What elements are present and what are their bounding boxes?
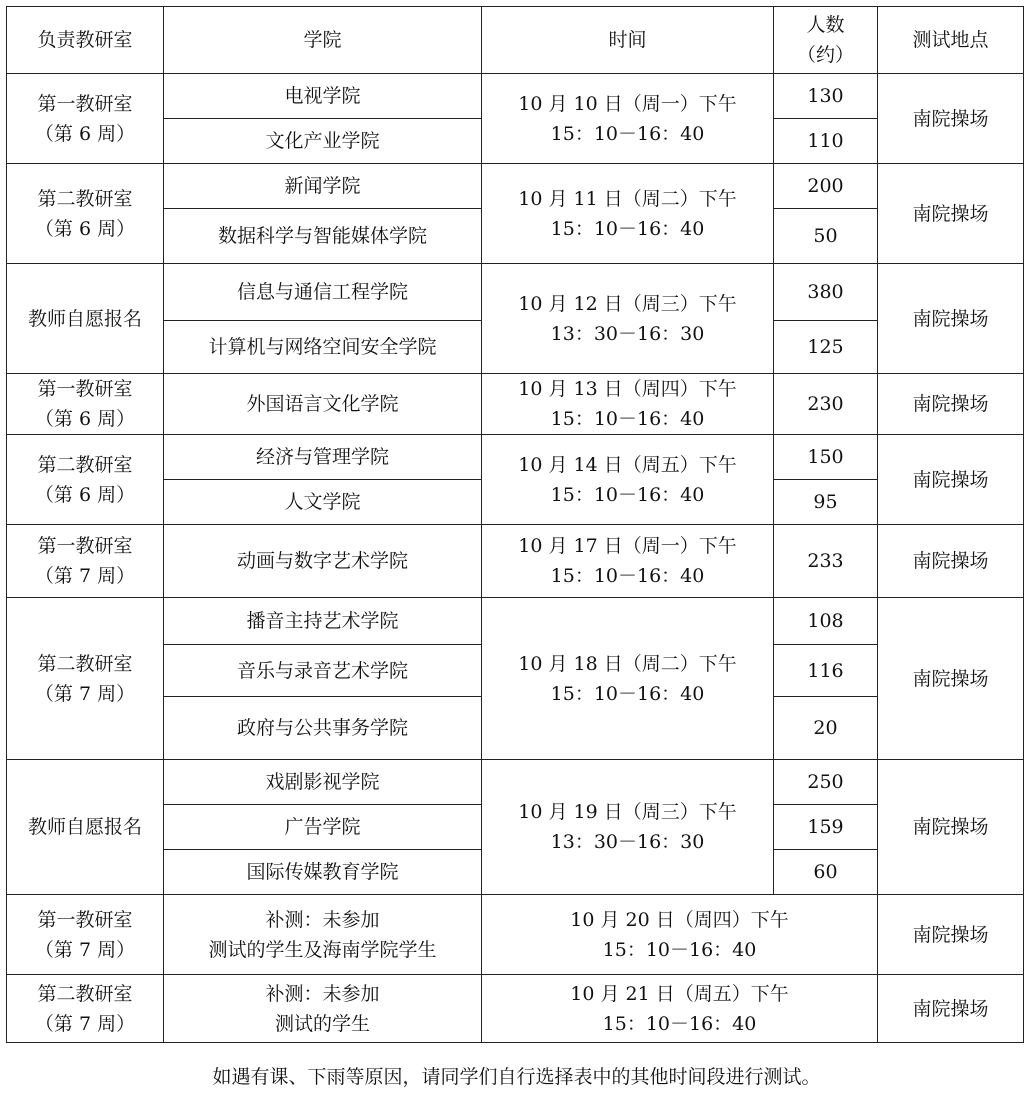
count-cell: 159 [774, 805, 878, 850]
college-cell: 外国语言文化学院 [164, 374, 482, 435]
time-line: 10 月 11 日（周二）下午 [518, 187, 737, 210]
time-line: 10 月 20 日（周四）下午 [570, 908, 789, 931]
office-line: （第 6 周） [34, 408, 136, 430]
time-cell [482, 975, 878, 1043]
office-cell [7, 895, 164, 975]
time-line: 10 月 17 日（周一）下午 [518, 535, 737, 557]
count-cell: 110 [774, 119, 878, 164]
place-cell: 南院操场 [878, 525, 1024, 598]
header-row [7, 7, 1024, 74]
time-line: 10 月 18 日（周二）下午 [518, 652, 737, 675]
makeup-line: 测试的学生及海南学院学生 [208, 938, 437, 961]
time-cell [482, 525, 774, 598]
place-cell: 南院操场 [878, 435, 1024, 525]
count-cell: 116 [774, 645, 878, 697]
time-cell [482, 264, 774, 374]
college-cell: 动画与数字艺术学院 [164, 525, 482, 598]
college-cell: 广告学院 [164, 805, 482, 850]
office-cell [7, 975, 164, 1043]
count-cell: 250 [774, 760, 878, 805]
header-college: 学院 [164, 7, 482, 74]
count-cell: 130 [774, 74, 878, 119]
count-cell: 125 [774, 321, 878, 374]
time-cell [482, 760, 774, 895]
time-line: 10 月 12 日（周三）下午 [518, 292, 737, 315]
office-line: 教师自愿报名 [27, 816, 142, 838]
place-cell: 南院操场 [878, 598, 1024, 760]
time-line: 10 月 13 日（周四）下午 [518, 378, 737, 400]
makeup-line: 补测：未参加 [265, 908, 380, 931]
time-line: 15：10－16：40 [550, 565, 705, 587]
office-line: 第二教研室 [37, 187, 133, 210]
header-office: 负责教研室 [7, 7, 164, 74]
count-cell: 200 [774, 164, 878, 209]
place-cell: 南院操场 [878, 760, 1024, 895]
college-cell: 国际传媒教育学院 [164, 850, 482, 895]
office-line: 第一教研室 [37, 535, 133, 557]
time-line: 13：30－16：30 [550, 322, 705, 345]
table-row [7, 374, 1024, 435]
header-count-line2: （约） [796, 44, 854, 66]
table-row [7, 74, 1024, 119]
office-line: （第 7 周） [34, 1012, 136, 1035]
office-cell [7, 435, 164, 525]
table-row [7, 164, 1024, 209]
college-cell: 戏剧影视学院 [164, 760, 482, 805]
college-cell: 电视学院 [164, 74, 482, 119]
time-line: 15：10－16：40 [550, 122, 705, 145]
office-line: 第一教研室 [37, 378, 133, 400]
header-place: 测试地点 [878, 7, 1024, 74]
table-row [7, 264, 1024, 321]
time-line: 15：10－16：40 [550, 408, 705, 430]
time-line: 10 月 14 日（周五）下午 [518, 453, 737, 476]
office-line: （第 7 周） [34, 565, 136, 587]
header-count [774, 7, 878, 74]
table-row [7, 435, 1024, 480]
time-cell [482, 74, 774, 164]
place-cell: 南院操场 [878, 975, 1024, 1043]
makeup-line: 测试的学生 [274, 1012, 370, 1035]
office-line: （第 6 周） [34, 217, 136, 240]
time-line: 10 月 19 日（周三）下午 [518, 801, 737, 823]
time-line: 15：10－16：40 [602, 1012, 757, 1035]
college-cell: 政府与公共事务学院 [164, 697, 482, 760]
count-cell: 230 [774, 374, 878, 435]
college-cell: 文化产业学院 [164, 119, 482, 164]
college-cell: 新闻学院 [164, 164, 482, 209]
time-line: 10 月 21 日（周五）下午 [570, 982, 789, 1005]
makeup-line: 补测：未参加 [265, 982, 380, 1005]
college-cell: 人文学院 [164, 480, 482, 525]
time-line: 13：30－16：30 [550, 831, 705, 853]
office-line: （第 6 周） [34, 122, 136, 145]
table-row [7, 895, 1024, 975]
office-line: （第 7 周） [34, 938, 136, 961]
count-cell: 150 [774, 435, 878, 480]
office-line: 第二教研室 [37, 982, 133, 1005]
header-time: 时间 [482, 7, 774, 74]
makeup-cell [164, 895, 482, 975]
office-line: 第一教研室 [37, 92, 133, 115]
footnote: 如遇有课、下雨等原因，请同学们自行选择表中的其他时间段进行测试。 [212, 1066, 821, 1088]
office-cell [7, 525, 164, 598]
table-row [7, 975, 1024, 1043]
header-count-line1: 人数 [806, 14, 845, 36]
count-cell: 95 [774, 480, 878, 525]
college-cell: 计算机与网络空间安全学院 [164, 321, 482, 374]
office-cell [7, 374, 164, 435]
office-cell [7, 264, 164, 374]
time-cell [482, 435, 774, 525]
time-line: 15：10－16：40 [550, 217, 705, 240]
count-cell: 233 [774, 525, 878, 598]
office-line: （第 7 周） [34, 682, 136, 705]
college-cell: 音乐与录音艺术学院 [164, 645, 482, 697]
office-line: 第二教研室 [37, 652, 133, 675]
count-cell: 108 [774, 598, 878, 645]
time-line: 15：10－16：40 [550, 682, 705, 705]
office-line: 第二教研室 [37, 453, 133, 476]
office-line: （第 6 周） [34, 483, 136, 506]
office-cell [7, 760, 164, 895]
college-cell: 经济与管理学院 [164, 435, 482, 480]
place-cell: 南院操场 [878, 374, 1024, 435]
time-cell [482, 598, 774, 760]
office-line: 第一教研室 [37, 908, 133, 931]
college-cell: 信息与通信工程学院 [164, 264, 482, 321]
makeup-cell [164, 975, 482, 1043]
time-cell [482, 895, 878, 975]
place-cell: 南院操场 [878, 164, 1024, 264]
time-line: 15：10－16：40 [550, 483, 705, 506]
table-row [7, 598, 1024, 645]
office-line: 教师自愿报名 [27, 307, 142, 330]
office-cell [7, 74, 164, 164]
count-cell: 380 [774, 264, 878, 321]
place-cell: 南院操场 [878, 264, 1024, 374]
schedule-table [6, 6, 1024, 1043]
time-cell [482, 164, 774, 264]
count-cell: 60 [774, 850, 878, 895]
time-cell [482, 374, 774, 435]
office-cell [7, 164, 164, 264]
table-row [7, 525, 1024, 598]
time-line: 15：10－16：40 [602, 938, 757, 961]
place-cell: 南院操场 [878, 895, 1024, 975]
college-cell: 播音主持艺术学院 [164, 598, 482, 645]
count-cell: 50 [774, 209, 878, 264]
time-line: 10 月 10 日（周一）下午 [518, 92, 737, 115]
place-cell: 南院操场 [878, 74, 1024, 164]
table-row [7, 760, 1024, 805]
count-cell: 20 [774, 697, 878, 760]
college-cell: 数据科学与智能媒体学院 [164, 209, 482, 264]
office-cell [7, 598, 164, 760]
